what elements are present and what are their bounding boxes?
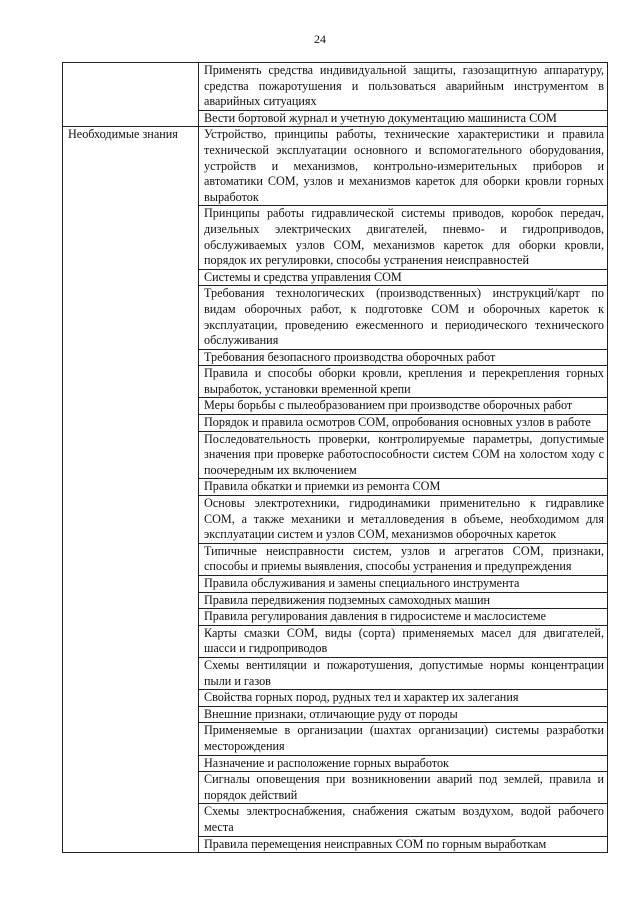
requirement-cell: Вести бортовой журнал и учетную документацию машиниста СОМ — [199, 110, 608, 127]
requirement-cell: Требования безопасного производства оборочных работ — [199, 349, 608, 366]
requirement-cell: Применять средства индивидуальной защиты, газозащитную аппаратуру, средства пожаротушения и пользоваться аварийным инструментом в аварийных ситуациях — [199, 63, 608, 111]
requirement-cell: Карты смазки СОМ, виды (сорта) применяемых масел для двигателей, шасси и гидроприводов — [199, 625, 608, 657]
requirement-cell: Правила и способы оборки кровли, крепления и перекрепления горных выработок, установки временной крепи — [199, 366, 608, 398]
requirement-cell: Порядок и правила осмотров СОМ, опробования основных узлов в работе — [199, 415, 608, 432]
requirement-cell: Правила передвижения подземных самоходных машин — [199, 592, 608, 609]
requirement-cell: Назначение и расположение горных выработок — [199, 755, 608, 772]
table-body — [63, 63, 608, 853]
requirement-cell: Требования технологических (производственных) инструкций/карт по видам оборочных работ, к подготовке СОМ и оборочных кареток к эксплуатации, проведению ежесменного и периодического технического обслуживания — [199, 286, 608, 349]
requirement-cell: Последовательность проверки, контролируемые параметры, допустимые значения при проверке работоспособности систем СОМ на холостом ходу с поочередным их включением — [199, 431, 608, 479]
requirement-cell: Правила регулирования давления в гидросистеме и маслосистеме — [199, 609, 608, 626]
requirement-cell: Сигналы оповещения при возникновении аварий под землей, правила и порядок действий — [199, 772, 608, 804]
requirement-cell: Внешние признаки, отличающие руду от породы — [199, 706, 608, 723]
requirement-cell: Системы и средства управления СОМ — [199, 269, 608, 286]
category-cell-continued — [63, 63, 199, 127]
requirement-cell: Схемы вентиляции и пожаротушения, допустимые нормы концентрации пыли и газов — [199, 657, 608, 689]
requirement-cell: Свойства горных пород, рудных тел и характер их залегания — [199, 690, 608, 707]
requirement-cell: Принципы работы гидравлической системы приводов, коробок передач, дизельных электрических двигателей, пневмо- и гидроприводов, обслуживаемых узлов СОМ, механизмов кареток для оборки кровли, порядок их регулировки, способы устранения неисправностей — [199, 206, 608, 269]
requirement-cell: Правила обслуживания и замены специального инструмента — [199, 576, 608, 593]
table-row — [63, 63, 608, 111]
category-cell-required-knowledge: Необходимые знания — [63, 127, 199, 853]
requirement-cell: Основы электротехники, гидродинамики применительно к гидравлике СОМ, а также механики и металловедения в объеме, необходимом для эксплуатации систем и узлов СОМ, механизмов оборочных кареток — [199, 496, 608, 544]
requirement-cell: Меры борьбы с пылеобразованием при производстве оборочных работ — [199, 398, 608, 415]
requirement-cell: Типичные неисправности систем, узлов и агрегатов СОМ, признаки, способы и приемы выявления, способы устранения и предупреждения — [199, 543, 608, 575]
requirement-cell: Устройство, принципы работы, технические характеристики и правила технической эксплуатации основного и вспомогательного оборудования, устройств и механизмов, контрольно-измерительных приборов и автоматики СОМ, узлов и механизмов кареток для оборки кровли горных выработок — [199, 127, 608, 206]
requirement-cell: Схемы электроснабжения, снабжения сжатым воздухом, водой рабочего места — [199, 804, 608, 836]
requirement-cell: Применяемые в организации (шахтах организации) системы разработки месторождения — [199, 723, 608, 755]
requirement-cell: Правила перемещения неисправных СОМ по горным выработкам — [199, 836, 608, 853]
requirements-table — [62, 62, 608, 853]
table-row — [63, 127, 608, 206]
requirement-cell: Правила обкатки и приемки из ремонта СОМ — [199, 479, 608, 496]
page-number: 24 — [314, 32, 326, 46]
